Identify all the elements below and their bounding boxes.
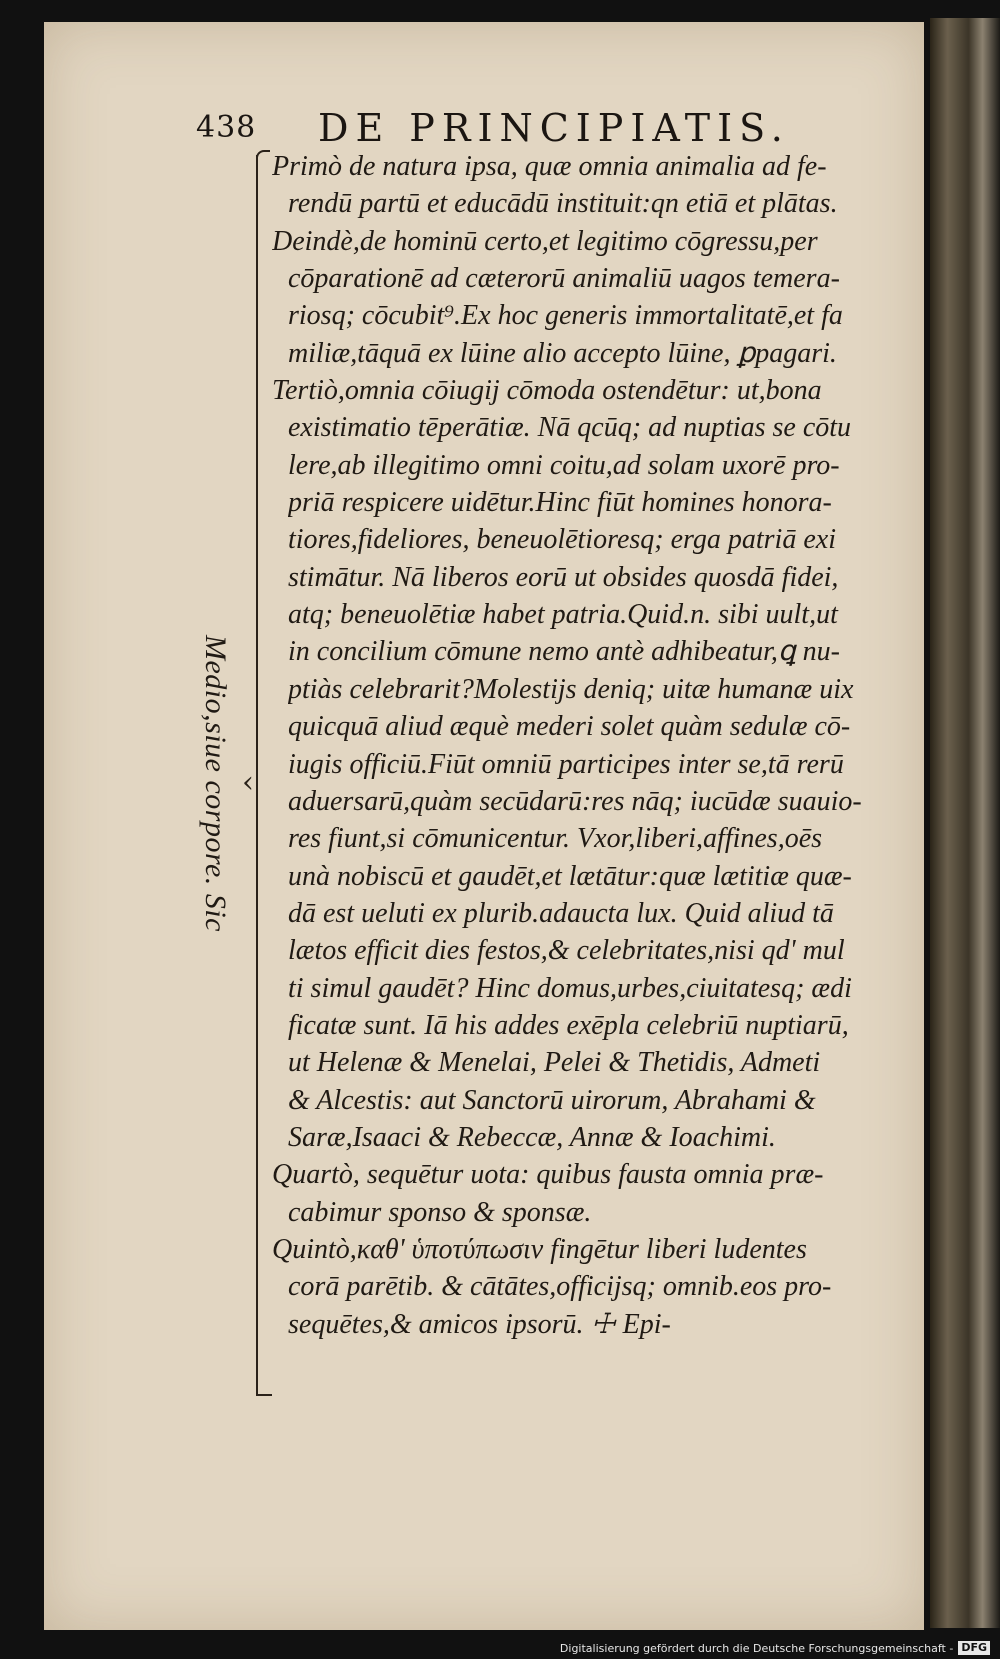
text-line: ptiàs celebrarit?Molestijs deniq; uitæ humanæ uix <box>288 673 854 705</box>
text-line: riosq; cōcubit⁹.Ex hoc generis immortalitatē,et fa <box>288 300 843 332</box>
text-line: ut Helenæ & Menelai, Pelei & Thetidis, Admeti <box>288 1047 821 1079</box>
text-line: dā est ueluti ex plurib.adaucta lux. Quid aliud tā <box>288 897 834 929</box>
page-number: 438 <box>196 110 257 145</box>
margin-note: Medio,siue corpore. Sic <box>199 635 232 932</box>
footer-credit <box>560 1641 990 1655</box>
text-line: atq; beneuolētiæ habet patria.Quid.n. sibi uult,ut <box>288 599 838 631</box>
text-line: rendū partū et educādū instituit:qn etiā et plātas. <box>288 188 838 220</box>
body-text <box>272 148 912 1343</box>
text-line: ficatæ sunt. Iā his addes exēpla celebriū nuptiarū, <box>288 1009 849 1041</box>
text-line: cabimur sponso & sponsæ. <box>288 1196 592 1228</box>
text-line: miliæ,tāquā ex lūine alio accepto lūine, ꝑpagari. <box>288 337 837 369</box>
text-line: lætos efficit dies festos,& celebritates,nisi qd' mul <box>288 935 845 967</box>
book-page-edge <box>930 18 1000 1628</box>
text-line: Quartò, sequētur uota: quibus fausta omnia præ- <box>272 1159 824 1191</box>
text-line: Tertiò,omnia cōiugij cōmoda ostendētur: ut,bona <box>272 375 822 407</box>
text-line: aduersarū,quàm secūdarū:res nāq; iucūdæ suauio- <box>288 785 862 817</box>
text-line: Saræ,Isaaci & Rebeccæ, Annæ & Ioachimi. <box>288 1121 776 1153</box>
text-line: res fiunt,si cōmunicentur. Vxor,liberi,affines,oēs <box>288 823 823 855</box>
text-line: iugis officiū.Fiūt omniū participes inter se,tā rerū <box>288 748 844 780</box>
footer-credit-text: Digitalisierung gefördert durch die Deutsche Forschungsgemeinschaft - <box>559 1641 954 1655</box>
text-line: quicquā aliud æquè mederi solet quàm sedulæ cō- <box>288 711 851 743</box>
text-line: & Alcestis: aut Sanctorū uirorum, Abrahami & <box>288 1084 816 1116</box>
text-line: Deindè,de hominū certo,et legitimo cōgressu,per <box>272 225 818 257</box>
dfg-logo-icon: DFG <box>958 1641 990 1655</box>
text-line: Quintò,καθ' ὑποτύπωσιν fingētur liberi ludentes <box>272 1233 807 1265</box>
text-line: unà nobiscū et gaudēt,et lætātur:quæ lætitiæ quæ- <box>288 860 852 892</box>
text-line: stimātur. Nā liberos eorū ut obsides quosdā fidei, <box>288 561 839 593</box>
text-line: tiores,fideliores, beneuolētioresq; erga patriā exi <box>288 524 836 556</box>
running-title: DE PRINCIPIATIS. <box>318 106 790 150</box>
text-line: existimatio tēperātiæ. Nā qcūq; ad nuptias se cōtu <box>288 412 852 444</box>
brace-point: ‹ <box>242 765 254 800</box>
text-line: priā respicere uidētur.Hinc fiūt homines honora- <box>288 487 832 519</box>
brace-bottom <box>256 1388 272 1396</box>
text-line: ti simul gaudēt? Hinc domus,urbes,ciuitatesq; ædi <box>288 972 852 1004</box>
text-line: cōparationē ad cæterorū animaliū uagos temera- <box>288 263 840 295</box>
text-line: corā parētib. & cātātes,officijsq; omnib.eos pro- <box>288 1271 832 1303</box>
text-line: sequētes,& amicos ipsorū. ☩ Epi- <box>288 1308 671 1340</box>
text-line: in concilium cōmune nemo antè adhibeatur,ꝗ nu- <box>288 636 841 668</box>
brace-line <box>256 155 258 1395</box>
brace-top <box>256 150 270 160</box>
text-line: Primò de natura ipsa, quæ omnia animalia ad fe- <box>272 151 827 182</box>
text-line: lere,ab illegitimo omni coitu,ad solam uxorē pro- <box>288 449 840 481</box>
